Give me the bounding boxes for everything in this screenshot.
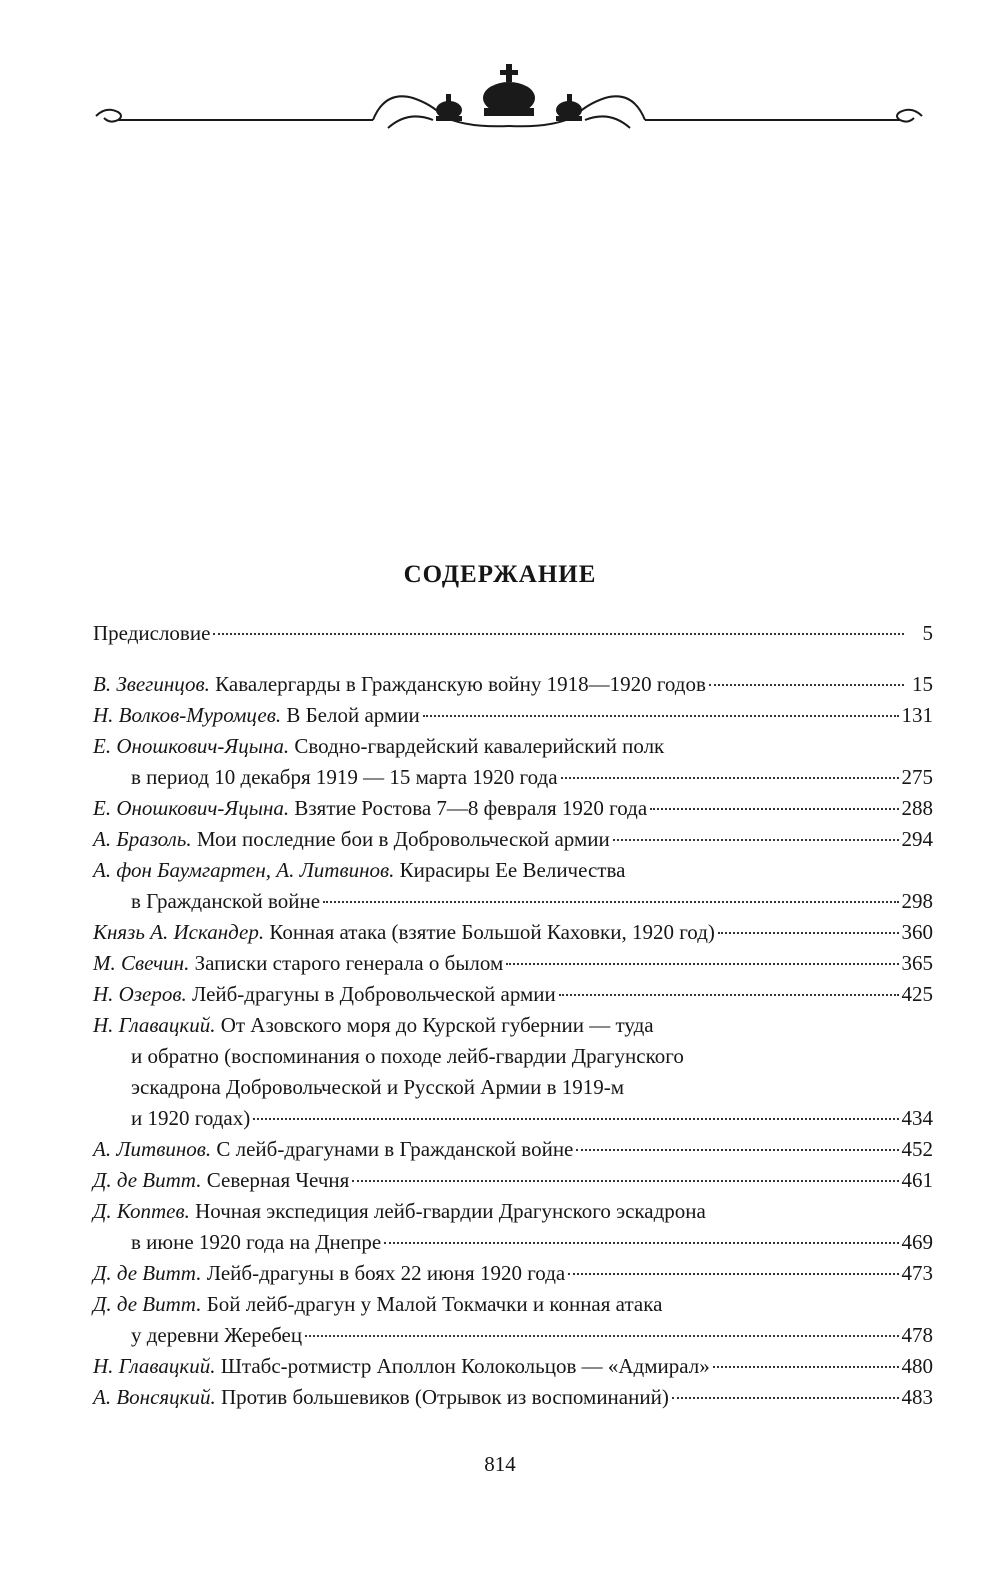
toc-entry-line xyxy=(93,1196,933,1227)
toc-entry-title: Ночная экспедиция лейб-гвардии Драгунского эскадрона xyxy=(195,1199,706,1223)
toc-entry-line xyxy=(93,1165,933,1196)
toc-leader-dots xyxy=(423,715,899,717)
toc-entry-title: и обратно (воспоминания о походе лейб-гвардии Драгунского xyxy=(131,1044,684,1068)
toc-author: М. Свечин. xyxy=(93,951,190,975)
toc-entry-title: Мои последние бои в Добровольческой армии xyxy=(196,827,610,851)
toc-page: 483 xyxy=(901,1385,933,1409)
toc-page: 425 xyxy=(901,982,933,1006)
toc-entry-title: у деревни Жеребец xyxy=(131,1323,303,1347)
toc-leader-dots xyxy=(213,633,904,635)
toc-entry-line xyxy=(93,618,933,649)
toc-page: 298 xyxy=(901,889,933,913)
toc-entry-title: Северная Чечня xyxy=(206,1168,350,1192)
toc-entry-line xyxy=(93,1103,933,1134)
toc-leader-dots xyxy=(253,1118,898,1120)
toc-leader-dots xyxy=(559,994,899,996)
toc-entry xyxy=(93,917,933,948)
toc-entry-line xyxy=(93,793,933,824)
toc-entry xyxy=(93,979,933,1010)
toc-author: Д. де Витт. xyxy=(93,1292,202,1316)
toc-author: Д. де Витт. xyxy=(93,1261,202,1285)
toc-entry-title: Бой лейб-драгун у Малой Токмачки и конная атака xyxy=(206,1292,663,1316)
toc-entry-line xyxy=(93,1072,933,1103)
toc-leader-dots xyxy=(650,808,898,810)
toc-leader-dots xyxy=(713,1366,899,1368)
toc-entry xyxy=(93,731,933,793)
toc-entry xyxy=(93,1289,933,1351)
toc-entry xyxy=(93,669,933,700)
toc-author: В. Звегинцов. xyxy=(93,672,210,696)
toc-entry-title: Лейб-драгуны в боях 22 июня 1920 года xyxy=(206,1261,566,1285)
toc-list xyxy=(93,618,933,1413)
toc-entry xyxy=(93,1134,933,1165)
crown-ornament xyxy=(88,58,930,148)
toc-page: 5 xyxy=(922,621,933,645)
toc-author: Н. Озеров. xyxy=(93,982,187,1006)
toc-page: 131 xyxy=(901,703,933,727)
toc-entry-line xyxy=(93,1010,933,1041)
toc-entry-line xyxy=(93,979,933,1010)
toc-entry-line xyxy=(93,1258,933,1289)
toc-entry-line xyxy=(93,948,933,979)
toc-entry-line xyxy=(93,731,933,762)
toc-entry-line xyxy=(93,1227,933,1258)
toc-leader-dots xyxy=(672,1397,899,1399)
toc-entry xyxy=(93,1258,933,1289)
toc-entry-title: в июне 1920 года на Днепре xyxy=(131,1230,382,1254)
toc-page: 461 xyxy=(901,1168,933,1192)
toc-entry-title: и 1920 годах) xyxy=(131,1106,251,1130)
toc-page: 275 xyxy=(901,765,933,789)
toc-entry-title: Предисловие xyxy=(93,621,211,645)
toc-author: А. Вонсяцкий. xyxy=(93,1385,216,1409)
toc-entry-line xyxy=(93,886,933,917)
toc-entry-title: С лейб-драгунами в Гражданской войне xyxy=(216,1137,574,1161)
toc-entry-line xyxy=(93,917,933,948)
toc-leader-dots xyxy=(506,963,898,965)
toc-leader-dots xyxy=(718,932,899,934)
toc-page: 478 xyxy=(901,1323,933,1347)
toc-author: А. фон Баумгартен, А. Литвинов. xyxy=(93,858,395,882)
toc-entry-line xyxy=(93,1320,933,1351)
toc-entry-title: Лейб-драгуны в Добровольческой армии xyxy=(191,982,556,1006)
toc-leader-dots xyxy=(352,1180,898,1182)
toc-entry-title: Против большевиков (Отрывок из воспоминаний) xyxy=(220,1385,669,1409)
toc-entry-line xyxy=(93,669,933,700)
toc-page: 365 xyxy=(901,951,933,975)
toc-entry-line xyxy=(93,1382,933,1413)
toc-entry-line xyxy=(93,1289,933,1320)
toc-leader-dots xyxy=(709,684,904,686)
toc-leader-dots xyxy=(384,1242,898,1244)
toc-entry-line xyxy=(93,700,933,731)
toc-page: 480 xyxy=(901,1354,933,1378)
toc-entry-line xyxy=(93,1351,933,1382)
toc-entry xyxy=(93,793,933,824)
toc-author: Е. Оношкович-Яцына. xyxy=(93,796,290,820)
toc-title: СОДЕРЖАНИЕ xyxy=(403,561,597,588)
toc-page: 469 xyxy=(901,1230,933,1254)
toc-entry-line xyxy=(93,1041,933,1072)
toc-leader-dots xyxy=(613,839,899,841)
toc-author: Д. де Витт. xyxy=(93,1168,202,1192)
toc-entry-title: эскадрона Добровольческой и Русской Армии в 1919-м xyxy=(131,1075,625,1099)
toc-entry-line xyxy=(93,1134,933,1165)
toc-leader-dots xyxy=(568,1273,898,1275)
toc-author: А. Бразоль. xyxy=(93,827,192,851)
toc-entry xyxy=(93,1010,933,1134)
toc-entry-title: Записки старого генерала о былом xyxy=(194,951,504,975)
toc-entry xyxy=(93,1165,933,1196)
toc-entry xyxy=(93,948,933,979)
toc-entry-title: в Гражданской войне xyxy=(131,889,321,913)
toc-entry-title: Штабс-ротмистр Аполлон Колокольцов — «Адмирал» xyxy=(220,1354,710,1378)
toc-page: 288 xyxy=(901,796,933,820)
toc-author: Д. Коптев. xyxy=(93,1199,190,1223)
toc-page: 452 xyxy=(901,1137,933,1161)
toc-entry-line xyxy=(93,762,933,793)
toc-leader-dots xyxy=(576,1149,898,1151)
toc-page: 360 xyxy=(901,920,933,944)
toc-leader-dots xyxy=(561,777,899,779)
toc-author: Н. Волков-Муромцев. xyxy=(93,703,282,727)
toc-page: 473 xyxy=(901,1261,933,1285)
toc-entry-title: в период 10 декабря 1919 — 15 марта 1920 года xyxy=(131,765,558,789)
toc-entry xyxy=(93,618,933,649)
toc-entry-title: Сводно-гвардейский кавалерийский полк xyxy=(294,734,665,758)
toc-entry xyxy=(93,1196,933,1258)
toc-entry-title: От Азовского моря до Курской губернии — туда xyxy=(220,1013,654,1037)
toc-author: А. Литвинов. xyxy=(93,1137,212,1161)
toc-leader-dots xyxy=(323,901,898,903)
page-number: 814 xyxy=(484,1452,516,1476)
toc-page: 15 xyxy=(912,672,933,696)
toc-author: Е. Оношкович-Яцына. xyxy=(93,734,290,758)
toc-entry-title: Кирасиры Ее Величества xyxy=(399,858,626,882)
toc-author: Князь А. Искандер. xyxy=(93,920,265,944)
toc-entry-title: Взятие Ростова 7—8 февраля 1920 года xyxy=(294,796,648,820)
toc-author: Н. Главацкий. xyxy=(93,1354,216,1378)
toc-entry-title: Кавалергарды в Гражданскую войну 1918—1920 годов xyxy=(215,672,706,696)
toc-page: 434 xyxy=(901,1106,933,1130)
toc-page: 294 xyxy=(901,827,933,851)
toc-entry-line xyxy=(93,855,933,886)
toc-entry-title: Конная атака (взятие Большой Каховки, 1920 год) xyxy=(269,920,715,944)
toc-entry xyxy=(93,1351,933,1382)
toc-entry xyxy=(93,1382,933,1413)
toc-entry xyxy=(93,855,933,917)
toc-entry xyxy=(93,700,933,731)
toc-entry-line xyxy=(93,824,933,855)
toc-entry-title: В Белой армии xyxy=(286,703,420,727)
toc-author: Н. Главацкий. xyxy=(93,1013,216,1037)
toc-leader-dots xyxy=(305,1335,898,1337)
toc-entry xyxy=(93,824,933,855)
